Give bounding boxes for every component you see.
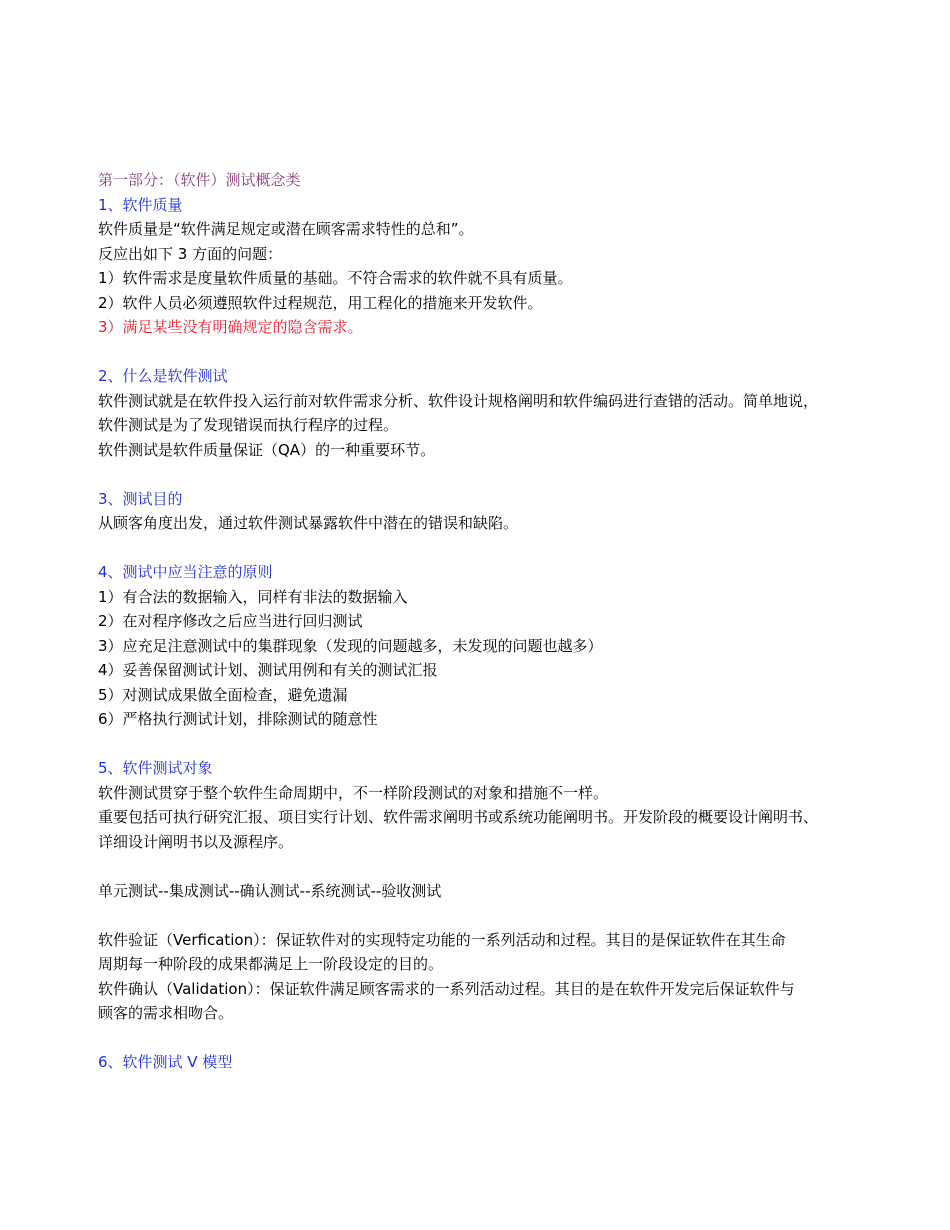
part-title: 第一部分：（软件）测试概念类 [98, 171, 301, 189]
body-line: 软件测试是软件质量保证（QA）的一种重要环节。 [98, 440, 436, 459]
validation-line: 软件确认（Validation）：保证软件满足顾客需求的一系列活动过程。其目的是在软件开发完后保证软件与 [98, 979, 795, 998]
document-page [98, 168, 888, 1075]
test-flow-line: 单元测试--集成测试--确认测试--系统测试--验收测试 [98, 881, 442, 900]
section-title-6: 6、软件测试 V 模型 [98, 1053, 233, 1071]
body-line: 软件测试是为了发现错误而执行程序的过程。 [98, 416, 399, 434]
list-item: 6）严格执行测试计划，排除测试的随意性 [98, 710, 378, 728]
section-title-4: 4、测试中应当注意的原则 [98, 563, 273, 581]
spacer [98, 854, 888, 879]
body-line: 详细设计阐明书以及源程序。 [98, 832, 294, 851]
list-item: 2）在对程序修改之后应当进行回归测试 [98, 612, 363, 630]
spacer [98, 903, 888, 928]
body-line: 软件质量是“软件满足规定或潜在顾客需求特性的总和”。 [98, 220, 474, 238]
body-line: 2）软件人员必须遵照软件过程规范，用工程化的措施来开发软件。 [98, 293, 543, 312]
section-title-3: 3、测试目的 [98, 489, 183, 508]
list-item: 4）妥善保留测试计划、测试用例和有关的测试汇报 [98, 661, 438, 679]
highlighted-line: 3）满足某些没有明确规定的隐含需求。 [98, 318, 363, 336]
spacer [98, 340, 888, 365]
spacer [98, 732, 888, 757]
spacer [98, 536, 888, 561]
validation-line: 顾客的需求相吻合。 [98, 1004, 234, 1022]
body-line: 软件测试就是在软件投入运行前对软件需求分析、软件设计规格阐明和软件编码进行查错的活动。简单地说， [98, 391, 819, 410]
body-line: 1）软件需求是度量软件质量的基础。不符合需求的软件就不具有质量。 [98, 269, 573, 287]
section-title-1: 1、软件质量 [98, 195, 183, 214]
spacer [98, 462, 888, 487]
body-line: 重要包括可执行研究汇报、项目实行计划、软件需求阐明书或系统功能阐明书。开发阶段的概要设计阐明书、 [98, 808, 819, 826]
body-line: 反应出如下 3 方面的问题： [98, 244, 283, 263]
list-item: 1）有合法的数据输入，同样有非法的数据输入 [98, 587, 408, 606]
list-item: 5）对测试成果做全面检查，避免遗漏 [98, 685, 348, 704]
verification-line: 软件验证（Verfication）：保证软件对的实现特定功能的一系列活动和过程。其目的是保证软件在其生命 [98, 930, 786, 949]
section-title-5: 5、软件测试对象 [98, 759, 213, 777]
section-title-2: 2、什么是软件测试 [98, 367, 228, 385]
body-line: 软件测试贯穿于整个软件生命周期中，不一样阶段测试的对象和措施不一样。 [98, 783, 609, 802]
list-item: 3）应充足注意测试中的集群现象（发现的问题越多，未发现的问题也越多） [98, 636, 603, 655]
spacer [98, 1026, 888, 1051]
body-line: 从顾客角度出发，通过软件测试暴露软件中潜在的错误和缺陷。 [98, 514, 519, 532]
verification-line: 周期每一种阶段的成果都满足上一阶段设定的目的。 [98, 955, 444, 973]
